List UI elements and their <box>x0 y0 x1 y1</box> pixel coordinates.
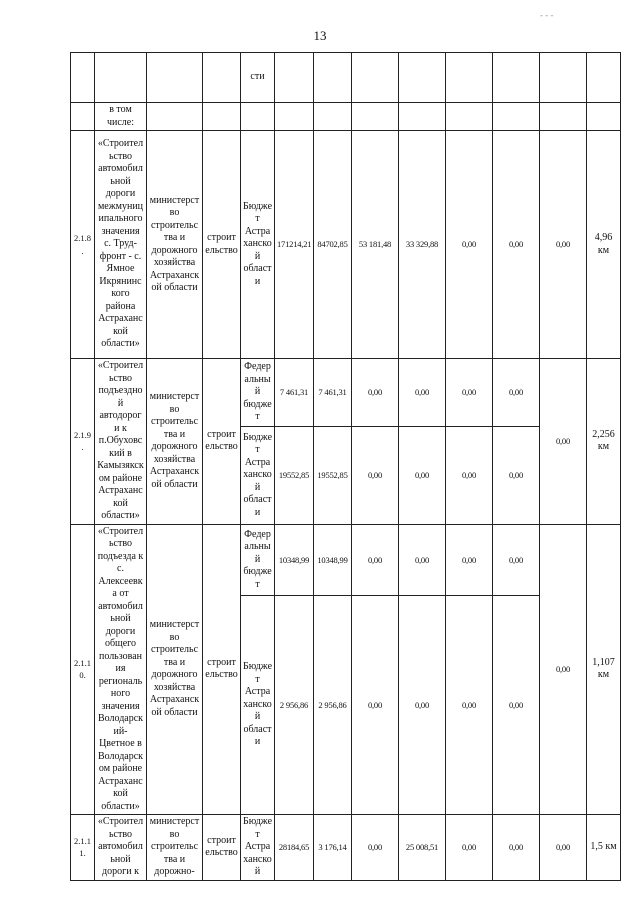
year-value-cell: 0,00 <box>399 524 446 596</box>
type-cell: строительство <box>203 524 241 815</box>
table-row <box>71 359 621 427</box>
year-value-cell: 0,00 <box>446 427 493 524</box>
year-value-cell: 0,00 <box>493 815 540 881</box>
executor-cell: министерство строительства и дорожного хозяйства Астраханской области <box>147 359 203 525</box>
scan-artifact: - ‑ ‑ <box>540 10 554 20</box>
source-cell: Бюджет Астраханской <box>241 815 275 881</box>
subheader-cell: в том числе: <box>95 103 147 131</box>
year-value-cell: 0,00 <box>540 359 587 525</box>
name-cell: «Строительство подъездной автодороги к п.Обуховский в Камызякском районе Астраханской области» <box>95 359 147 525</box>
table-row <box>71 524 621 596</box>
year-value-cell: 0,00 <box>493 596 540 815</box>
executor-cell: министерство строительства и дорожного хозяйства Астраханской области <box>147 131 203 359</box>
length-cell: 1,107 км <box>587 524 621 815</box>
source-cell: Бюджет Астраханской области <box>241 596 275 815</box>
year-value-cell: 0,00 <box>540 524 587 815</box>
year-value-cell: 0,00 <box>399 596 446 815</box>
table-row <box>71 131 621 359</box>
source-cell: Федеральный бюджет <box>241 359 275 427</box>
code-cell: 2.1.9. <box>71 359 95 525</box>
executor-cell: министерство строительства и дорожно- <box>147 815 203 881</box>
year-value-cell: 3 176,14 <box>314 815 352 881</box>
type-cell: строительство <box>203 815 241 881</box>
source-cell: Федеральный бюджет <box>241 524 275 596</box>
budget-table <box>70 52 621 881</box>
year-value-cell: 0,00 <box>446 524 493 596</box>
year-value-cell: 0,00 <box>446 596 493 815</box>
code-cell: 2.1.10. <box>71 524 95 815</box>
year-value-cell: 0,00 <box>446 815 493 881</box>
length-cell: 1,5 км <box>587 815 621 881</box>
year-value-cell: 0,00 <box>493 427 540 524</box>
name-cell: «Строительство автомобильной дороги межмуниципального значения с. Труд-фронт - с. Ямное Икрянинского района Астраханской области» <box>95 131 147 359</box>
source-cell: Бюджет Астраханской области <box>241 131 275 359</box>
total-cell: 10348,99 <box>275 524 314 596</box>
table-row <box>71 53 621 103</box>
year-value-cell: 53 181,48 <box>352 131 399 359</box>
total-cell: 7 461,31 <box>275 359 314 427</box>
year-value-cell: 0,00 <box>352 427 399 524</box>
year-value-cell: 0,00 <box>493 131 540 359</box>
year-value-cell: 0,00 <box>446 131 493 359</box>
total-cell: 19552,85 <box>275 427 314 524</box>
type-cell: строительство <box>203 131 241 359</box>
total-cell: 2 956,86 <box>275 596 314 815</box>
name-cell: «Строительство подъезда к с. Алексеевка от автомобильной дороги общего пользования регионального значения Володарский-Цветное в Володарском районе Астраханской области» <box>95 524 147 815</box>
total-cell: 28184,65 <box>275 815 314 881</box>
year-value-cell: 33 329,88 <box>399 131 446 359</box>
code-cell: 2.1.11. <box>71 815 95 881</box>
year-value-cell: 2 956,86 <box>314 596 352 815</box>
year-value-cell: 7 461,31 <box>314 359 352 427</box>
year-value-cell: 0,00 <box>352 359 399 427</box>
year-value-cell: 0,00 <box>352 815 399 881</box>
executor-cell: министерство строительства и дорожного хозяйства Астраханской области <box>147 524 203 815</box>
code-cell: 2.1.8. <box>71 131 95 359</box>
source-cell: сти <box>241 53 275 103</box>
table-row <box>71 815 621 881</box>
year-value-cell: 0,00 <box>540 815 587 881</box>
year-value-cell: 0,00 <box>540 131 587 359</box>
length-cell: 4,96 км <box>587 131 621 359</box>
table-row <box>71 103 621 131</box>
year-value-cell: 0,00 <box>493 359 540 427</box>
year-value-cell: 0,00 <box>352 596 399 815</box>
year-value-cell: 84702,85 <box>314 131 352 359</box>
year-value-cell: 19552,85 <box>314 427 352 524</box>
year-value-cell: 0,00 <box>399 427 446 524</box>
type-cell: строительство <box>203 359 241 525</box>
year-value-cell: 0,00 <box>446 359 493 427</box>
year-value-cell: 0,00 <box>399 359 446 427</box>
page-number: 13 <box>313 28 327 43</box>
year-value-cell: 25 008,51 <box>399 815 446 881</box>
source-cell: Бюджет Астраханской области <box>241 427 275 524</box>
year-value-cell: 0,00 <box>352 524 399 596</box>
year-value-cell: 10348,99 <box>314 524 352 596</box>
name-cell: «Строительство автомобильной дороги к <box>95 815 147 881</box>
total-cell: 171214,21 <box>275 131 314 359</box>
year-value-cell: 0,00 <box>493 524 540 596</box>
length-cell: 2,256 км <box>587 359 621 525</box>
